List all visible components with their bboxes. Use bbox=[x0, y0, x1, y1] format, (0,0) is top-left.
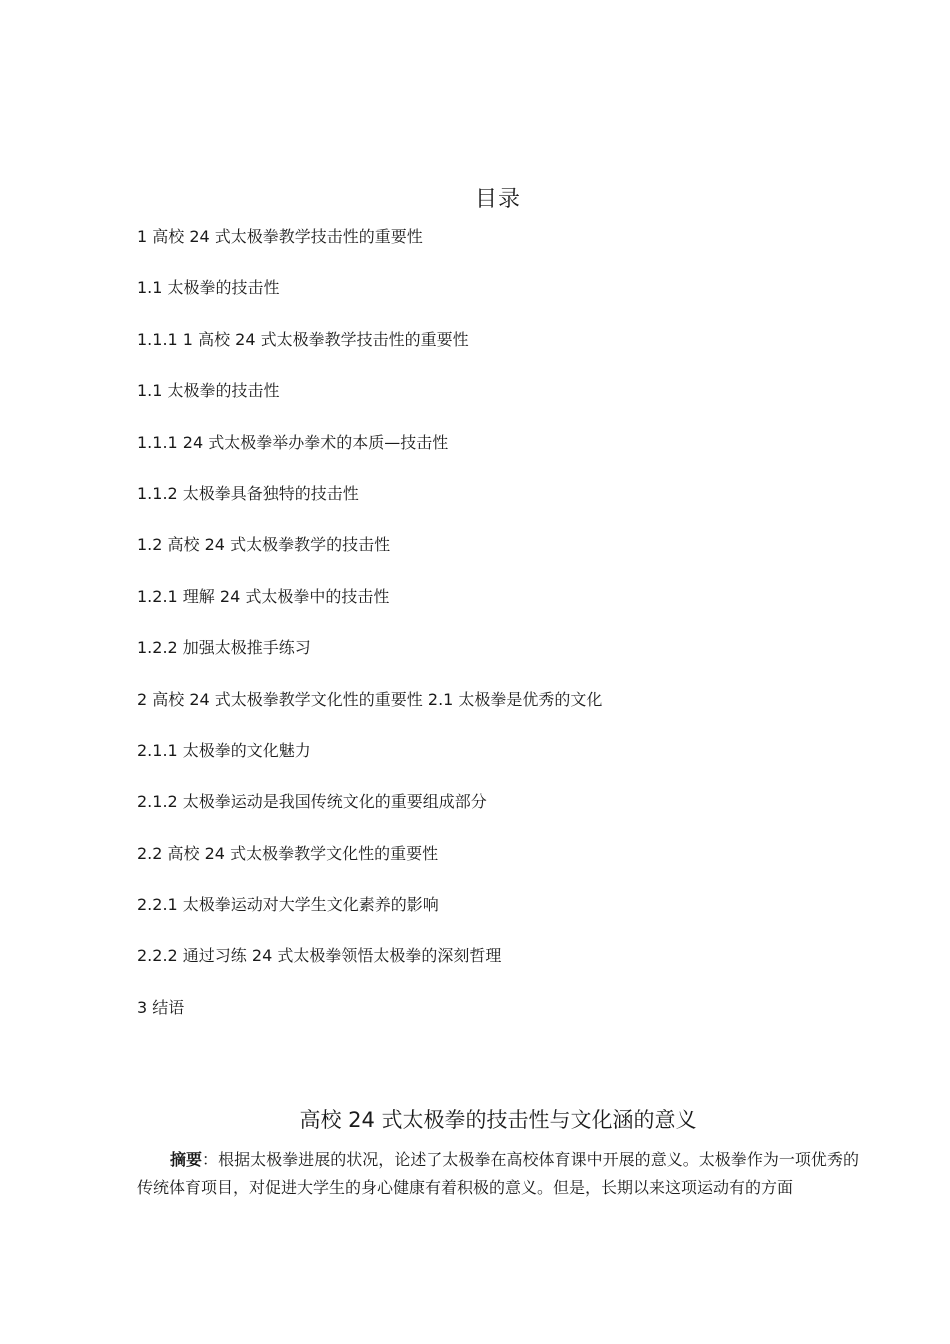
toc-entry[interactable]: 1.1.2 太极拳具备独特的技击性 bbox=[137, 483, 359, 503]
toc-entry[interactable]: 2.1.2 太极拳运动是我国传统文化的重要组成部分 bbox=[137, 792, 487, 812]
toc-title: 目录 bbox=[474, 187, 521, 212]
abstract-label: 摘要 bbox=[170, 1150, 203, 1169]
abstract-text: ：根据太极拳进展的状况，论述了太极拳在高校体育课中开展的意义。太极拳作为一项优秀的传统体育项目，对促进大学生的身心健康有着积极的意义。但是，长期以来这项运动有的方面 bbox=[137, 1150, 859, 1197]
toc-entry[interactable]: 2.2 高校 24 式太极拳教学文化性的重要性 bbox=[137, 843, 439, 863]
table-of-contents bbox=[137, 224, 877, 1046]
toc-entry[interactable]: 1.2.2 加强太极推手练习 bbox=[137, 638, 311, 658]
toc-entry[interactable]: 2 高校 24 式太极拳教学文化性的重要性 2.1 太极拳是优秀的文化 bbox=[137, 689, 603, 709]
toc-entry[interactable]: 1 高校 24 式太极拳教学技击性的重要性 bbox=[137, 227, 423, 246]
toc-entry[interactable]: 3 结语 bbox=[137, 997, 185, 1017]
article-title: 高校 24 式太极拳的技击性与文化涵的意义 bbox=[299, 1108, 697, 1132]
toc-entry[interactable]: 1.1 太极拳的技击性 bbox=[137, 278, 280, 298]
toc-entry[interactable]: 1.1.1 1 高校 24 式太极拳教学技击性的重要性 bbox=[137, 329, 469, 349]
toc-entry[interactable]: 2.1.1 太极拳的文化魅力 bbox=[137, 740, 311, 760]
toc-entry[interactable]: 1.2 高校 24 式太极拳教学的技击性 bbox=[137, 535, 391, 555]
toc-entry[interactable]: 1.1 太极拳的技击性 bbox=[137, 381, 280, 401]
toc-entry[interactable]: 1.2.1 理解 24 式太极拳中的技击性 bbox=[137, 586, 390, 606]
toc-entry[interactable]: 1.1.1 24 式太极拳举办拳术的本质—技击性 bbox=[137, 432, 449, 452]
toc-entry[interactable]: 2.2.2 通过习练 24 式太极拳领悟太极拳的深刻哲理 bbox=[137, 946, 502, 966]
abstract-paragraph bbox=[137, 1146, 859, 1202]
toc-entry[interactable]: 2.2.1 太极拳运动对大学生文化素养的影响 bbox=[137, 895, 439, 915]
